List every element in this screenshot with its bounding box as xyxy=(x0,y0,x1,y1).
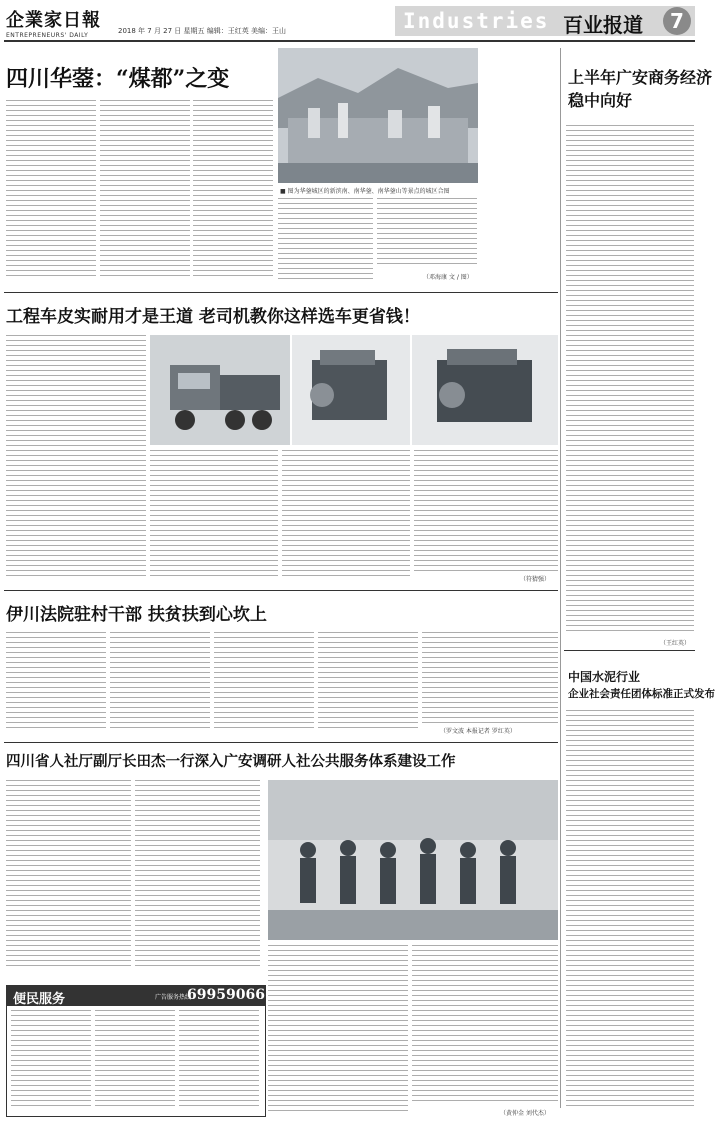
article-body-huaying-col3 xyxy=(193,100,273,280)
article-body-trucks-col3 xyxy=(282,450,410,580)
engine-photo-2 xyxy=(412,335,558,445)
classifieds-col3 xyxy=(179,1010,259,1110)
hr-byline: （黄仲金 刘代杰） xyxy=(500,1110,550,1117)
section-name-english: Industries xyxy=(403,9,550,33)
article-body-court-col1 xyxy=(6,632,106,732)
article-body-huaying-col4 xyxy=(278,198,373,280)
masthead-logo xyxy=(6,6,106,39)
headline-guangan-commerce-line1: 上半年广安商务经济 xyxy=(568,68,713,87)
classifieds-box xyxy=(6,985,266,1117)
article-body-court-col4 xyxy=(318,632,418,732)
headline-guangan-commerce-line2: 稳中向好 xyxy=(568,91,633,110)
article-body-huaying-col5 xyxy=(377,198,477,268)
huaying-city-photo xyxy=(278,48,478,183)
newspaper-name-english: ENTREPRENEURS' DAILY xyxy=(6,32,89,39)
article-body-court-col5 xyxy=(422,632,558,724)
headline-trucks: 工程车皮实耐用才是王道 老司机教你这样选车更省钱！ xyxy=(6,307,420,327)
section-rule-trucks xyxy=(4,292,558,293)
section-rule-hr xyxy=(4,742,558,743)
article-body-hr-col1 xyxy=(6,780,131,970)
article-body-hr-col3 xyxy=(268,945,408,1115)
hr-visit-photo xyxy=(268,780,558,940)
article-body-court-col2 xyxy=(110,632,210,732)
article-body-huaying-col1 xyxy=(6,100,96,280)
headline-hr-visit: 四川省人社厅副厅长田杰一行深入广安调研人社公共服务体系建设工作 xyxy=(6,753,456,770)
classifieds-col2 xyxy=(95,1010,175,1110)
article-body-trucks-col2 xyxy=(150,450,278,580)
section-banner xyxy=(395,6,695,36)
article-body-hr-col2 xyxy=(135,780,260,970)
article-body-court-col3 xyxy=(214,632,314,732)
headline-cement-line2: 企业社会责任团体标准正式发布 xyxy=(568,688,715,700)
engine-photo-1 xyxy=(292,335,410,445)
headline-huaying: 四川华蓥：“煤都”之变 xyxy=(6,66,230,92)
article-body-hr-col4 xyxy=(412,945,558,1105)
article-body-trucks-col1 xyxy=(6,335,146,580)
huaying-byline: （邓海康 文 / 图） xyxy=(423,274,473,281)
sidebar-divider xyxy=(560,48,561,1108)
classifieds-title: 便民服务 xyxy=(13,992,66,1007)
section-rule-court xyxy=(4,590,558,591)
classifieds-subtitle: 广告服务热线 xyxy=(155,994,192,1001)
headline-court: 伊川法院驻村干部 扶贫扶到心坎上 xyxy=(6,605,267,625)
classifieds-col1 xyxy=(11,1010,91,1110)
article-body-huaying-col2 xyxy=(100,100,190,280)
classifieds-phone: 69959066 xyxy=(187,987,265,1003)
page-number: 7 xyxy=(663,7,691,35)
article-body-cement xyxy=(566,710,694,1110)
guangan-commerce-byline: （王红英） xyxy=(660,640,691,647)
article-body-trucks-col4 xyxy=(414,450,558,572)
sidebar-rule xyxy=(564,650,695,651)
court-byline: （罗文波 本报记者 罗红英） xyxy=(440,728,516,735)
issue-date-line: 2018 年 7 月 27 日 星期五 编辑：王红英 美编：王山 xyxy=(118,27,286,35)
classifieds-header xyxy=(7,986,265,1006)
article-body-guangan-commerce xyxy=(566,125,694,635)
header-divider xyxy=(4,40,695,42)
trucks-byline: （符猜强） xyxy=(520,576,551,583)
truck-photo xyxy=(150,335,290,445)
headline-cement-line1: 中国水泥行业 xyxy=(568,670,641,684)
newspaper-name: 企業家日報 xyxy=(6,10,101,31)
section-name-chinese: 百业报道 xyxy=(563,13,643,37)
huaying-photo-caption: ■ 图为华蓥城区的新滨南、南华蓥、南华蓥山等景点的城区合图 xyxy=(280,188,450,195)
